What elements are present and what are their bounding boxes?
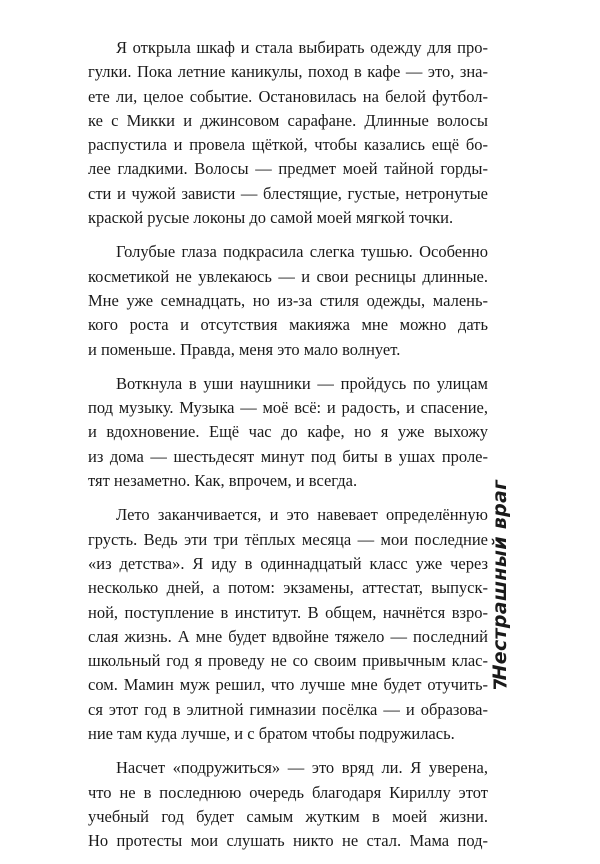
text-line: ной, поступление в институт. В общем, начнётся взро-	[88, 602, 488, 622]
text-line: Но протесты мои слушать никто не стал. Мама под-	[88, 831, 488, 851]
text-line: учебный год будет самым жутким в моей жизни.	[88, 806, 488, 826]
text-line: несколько дней, а потом: экзамены, аттестат, выпуск-	[88, 578, 488, 598]
page-number	[486, 672, 516, 696]
text-line: под музыку. Музыка — моё всё: и радость, и спасение,	[88, 398, 488, 418]
text-line: слая жизнь. А мне будет вдвойне тяжело — последний	[88, 626, 488, 646]
text-line: лее гладкими. Волосы — предмет моей тайной горды-	[88, 159, 488, 179]
running-title-text: Нестрашный враг	[489, 479, 511, 681]
text-line: Насчет «подружиться» — это вряд ли. Я уверена,	[116, 758, 488, 778]
text-line: сти и чужой зависти — блестящие, густые, нетронутые	[88, 183, 488, 203]
paragraph-2	[88, 240, 488, 361]
text-line: распустила и провела щёткой, чтобы казались ещё бо-	[88, 135, 488, 155]
text-line: школьный год я проведу не со своим привычным клас-	[88, 651, 488, 671]
running-title	[480, 479, 520, 681]
text-line: грусть. Ведь эти три тёплых месяца — мои последние	[88, 529, 488, 549]
text-line: гулки. Пока летние каникулы, поход в кафе — это, зна-	[88, 62, 488, 82]
text-line: и поменьше. Правда, меня это мало волнует.	[88, 339, 401, 359]
text-line: Голубые глаза подкрасила слегка тушью. Особенно	[116, 242, 488, 262]
text-line: сом. Мамин муж решил, что лучше мне будет отучить-	[88, 675, 488, 695]
page-number-text: 7	[490, 677, 512, 691]
paragraph-3	[88, 372, 488, 493]
text-line: из дома — шестьдесят минут под биты в ушах проле-	[88, 446, 488, 466]
paragraph-5	[88, 756, 488, 853]
text-line: Мне уже семнадцать, но из-за стиля одежды, малень-	[88, 290, 488, 310]
text-line: «из детства». Я иду в одиннадцатый класс уже через	[88, 553, 488, 573]
paragraph-1	[88, 36, 488, 230]
text-line: и вдохновение. Ещё час до кафе, но я уже выхожу	[88, 422, 488, 442]
body-text	[88, 36, 488, 864]
text-line: краской русые локоны до самой моей мягкой точки.	[88, 208, 454, 228]
paragraph-4	[88, 503, 488, 746]
text-line: ние там куда лучше, и с братом чтобы подружилась.	[88, 724, 455, 744]
text-line: ете ли, целое событие. Остановилась на белой футбол-	[88, 86, 488, 106]
text-line: косметикой не увлекаюсь — и свои ресницы длинные.	[88, 266, 488, 286]
text-line: Воткнула в уши наушники — пройдусь по улицам	[116, 373, 488, 393]
text-line: ся этот год в элитной гимназии посёлка — и образова-	[88, 699, 488, 719]
text-line: ке с Микки и джинсовом сарафане. Длинные волосы	[88, 110, 488, 130]
text-line: Я открыла шкаф и стала выбирать одежду для про-	[116, 38, 488, 57]
text-line: Лето заканчивается, и это навевает определённую	[116, 505, 488, 525]
text-line: что не в последнюю очередь благодаря Кириллу этот	[88, 782, 488, 802]
text-line: кого роста и отсутствия макияжа мне можно дать	[88, 315, 488, 335]
text-line: тят незаметно. Как, впрочем, и всегда.	[88, 471, 358, 491]
